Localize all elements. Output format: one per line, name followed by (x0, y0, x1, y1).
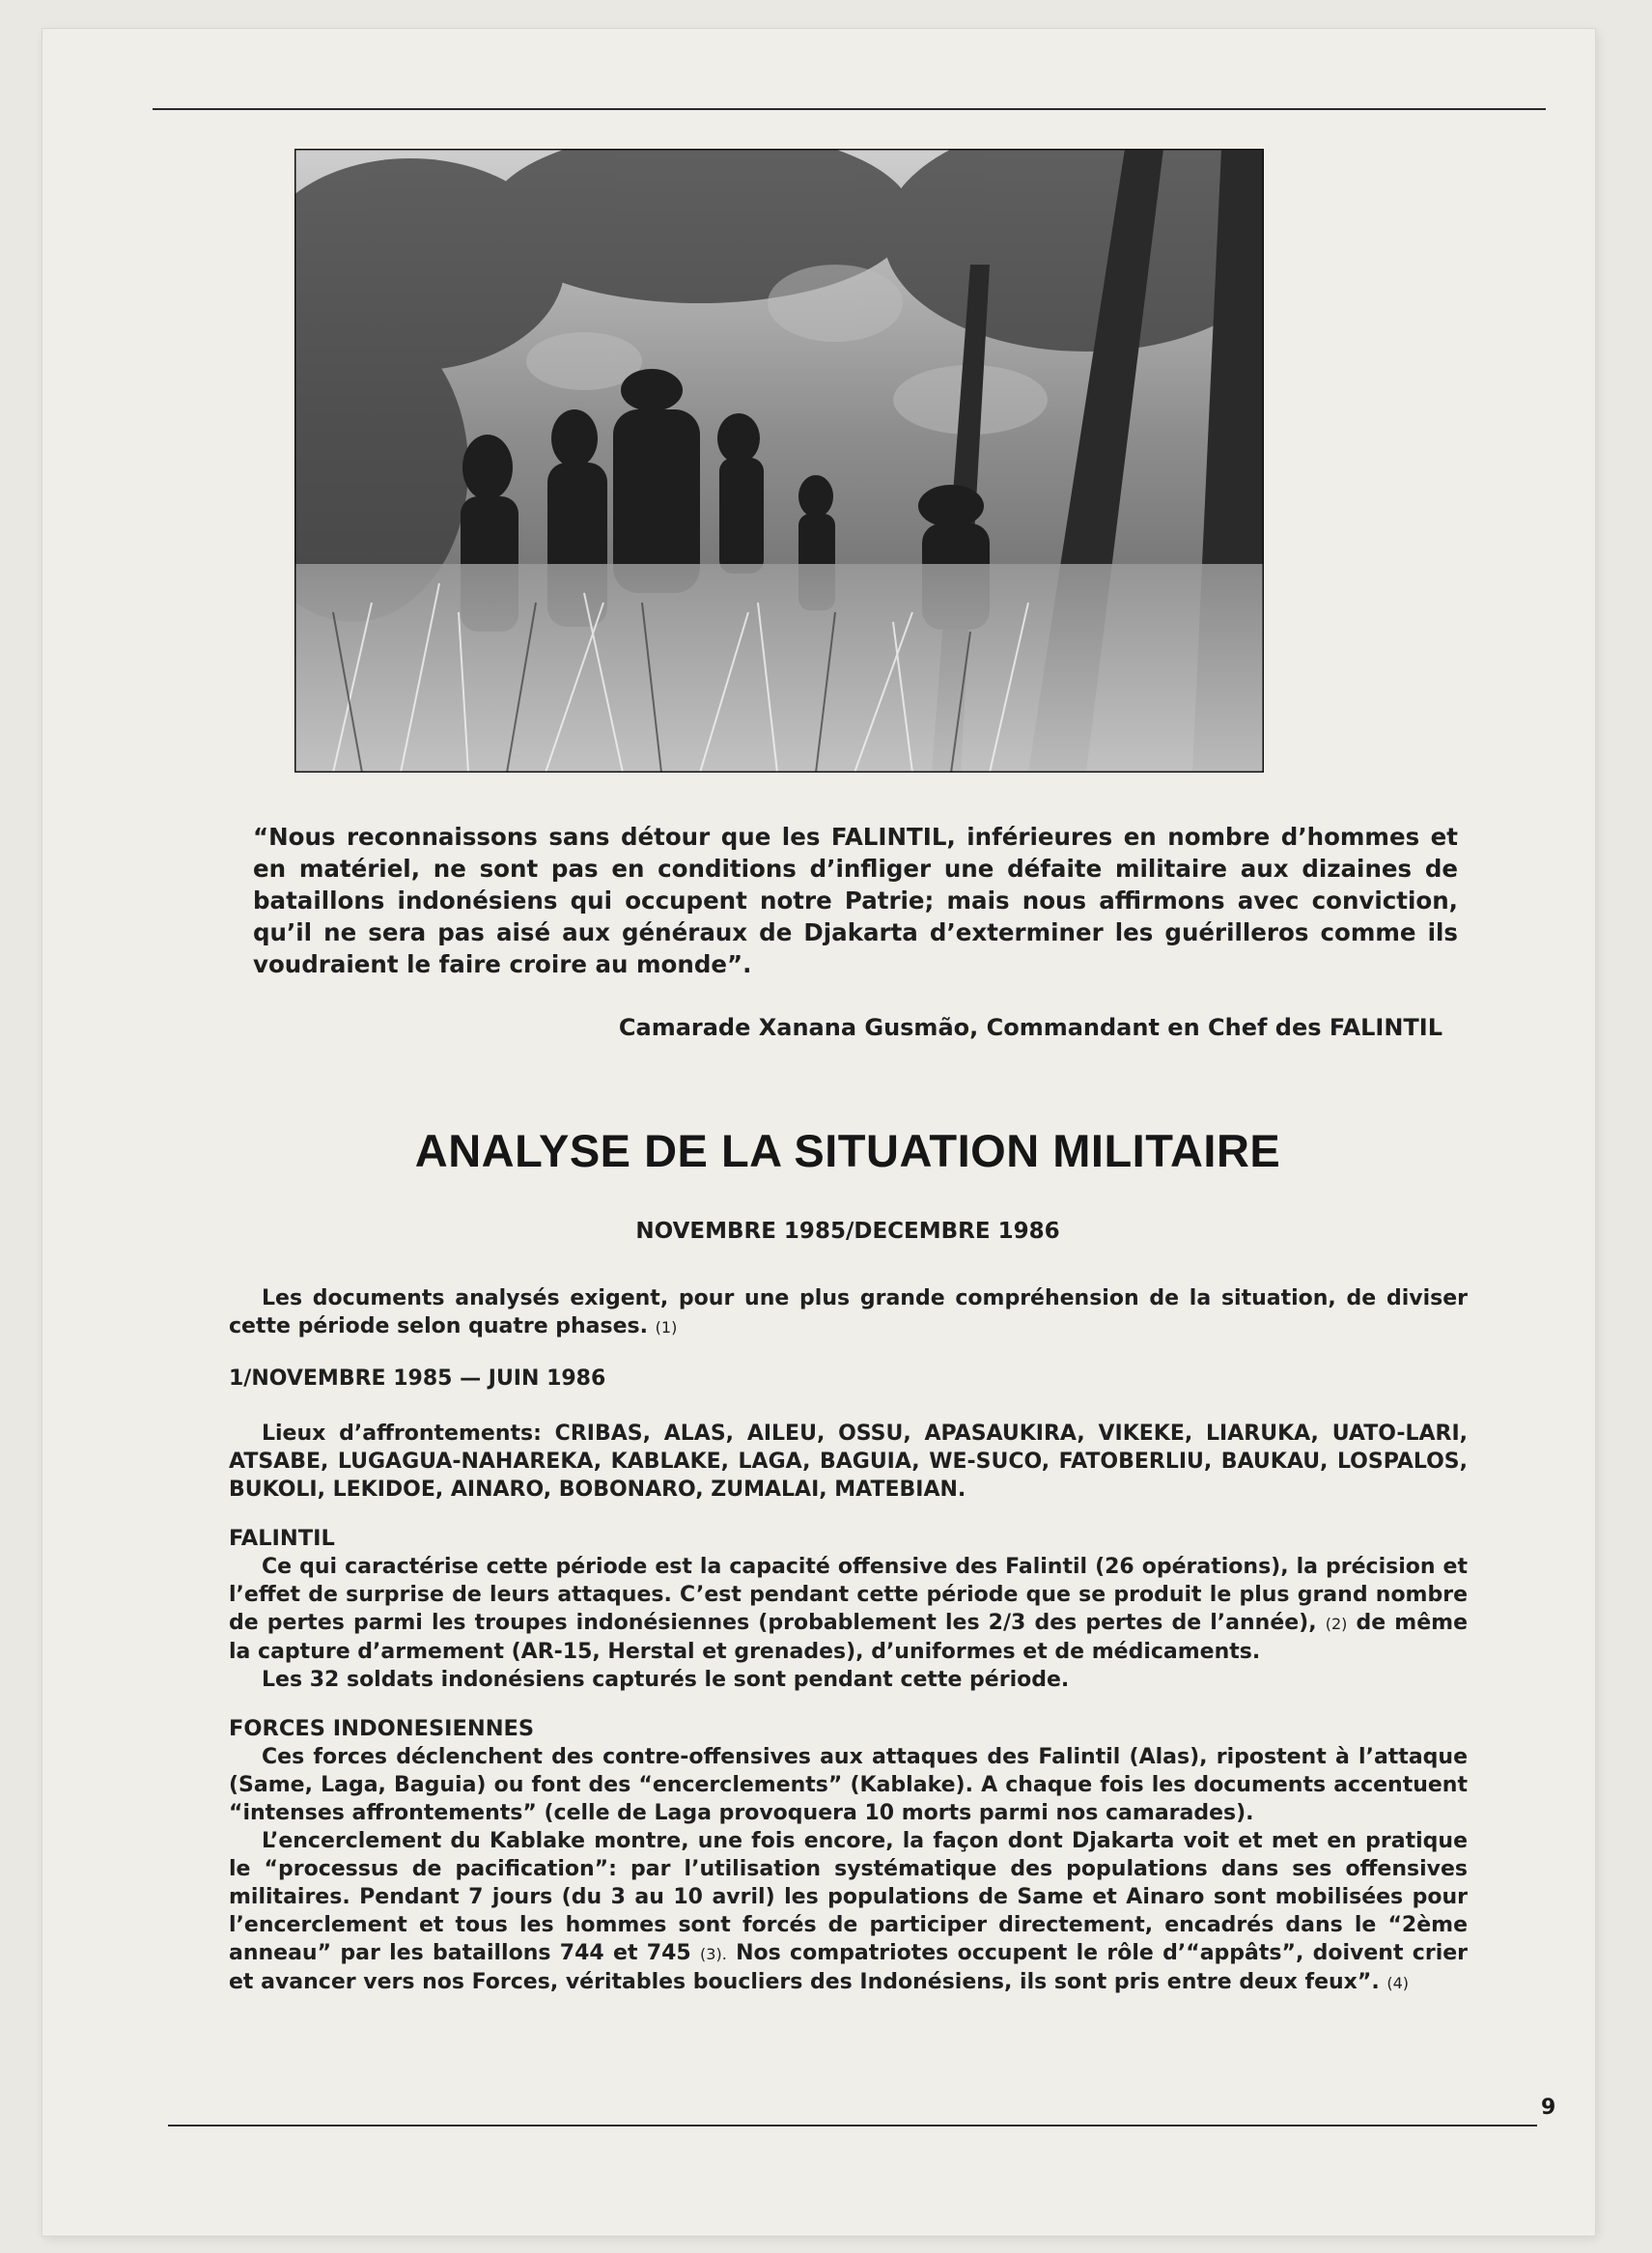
forces-paragraph-1: Ces forces déclenchent des contre-offensives aux attaques des Falintil (Alas), ripostent à l’attaque (Same, Laga, Baguia) ou font des “encerclements” (Kablake). A chaque fois les documents accentuent “intenses affrontements” (celle de Laga provoquera 10 morts parmi nos camarades). (229, 1745, 1468, 1825)
forces-text-a: L’encerclement du Kablake montre, une fois encore, la façon dont Djakarta voit et met en pratique le “processus de pacification”: par l’utilisation systématique des populations dans ses offensives militaires. Pendant 7 jours (du 3 au 10 avril) les populations de Same et Ainaro sont mobilisées pour l’encerclement et tous les hommes sont forcés de participer directement, encadrés dans le “2ème anneau” par les bataillons 744 et 745 (229, 1829, 1468, 1965)
footnote-ref-4: (4) (1386, 1974, 1410, 1992)
forces-paragraph-2 (229, 1827, 1468, 1997)
article-body (229, 1284, 1468, 1997)
lieux-paragraph: Lieux d’affrontements: CRIBAS, ALAS, AILEU, OSSU, APASAUKIRA, VIKEKE, LIARUKA, UATO-LARI, ATSABE, LUGAGUA-NAHAREKA, KABLAKE, LAGA, BAGUIA, WE-SUCO, FATOBERLIU, BAUKAU, LOSPALOS, BUKOLI, LEKIDOE, AINARO, BOBONARO, ZUMALAI, MATEBIAN. (229, 1422, 1468, 1502)
page-number: 9 (1541, 2096, 1556, 2120)
top-rule (153, 108, 1546, 110)
footnote-ref-1: (1) (655, 1318, 678, 1337)
forces-heading: FORCES INDONESIENNES (229, 1716, 535, 1741)
falintil-text-a: Ce qui caractérise cette période est la capacité offensive des Falintil (26 opérations), la précision et l’effet de surprise de leurs attaques. C’est pendant cette période que se produit le plus grand nombre de pertes parmi les troupes indonésiennes (probablement les 2/3 des pertes de l’année), (229, 1555, 1468, 1635)
falintil-paragraph-1 (229, 1553, 1468, 1666)
quote-text: “Nous reconnaissons sans détour que les FALINTIL, inférieures en nombre d’hommes et en matériel, ne sont pas en conditions d’infliger une défaite militaire aux dizaines de bataillons indonésiens qui occupent notre Patrie; mais nous affirmons avec conviction, qu’il ne sera pas aisé aux généraux de Djakarta d’exterminer les guérilleros comme ils voudraient le faire croire au monde”. (253, 823, 1458, 978)
phase-heading: 1/NOVEMBRE 1985 — JUIN 1986 (229, 1366, 606, 1391)
falintil-heading: FALINTIL (229, 1526, 335, 1551)
footnote-ref-2: (2) (1325, 1615, 1348, 1633)
photograph-soldiers-forest (294, 149, 1264, 773)
forces-text-b: Nos compatriotes occupent le rôle d’“appâts”, doivent crier et avancer vers nos Forces, véritables boucliers des Indonésiens, ils sont pris entre deux feux”. (229, 1941, 1468, 1994)
falintil-text-b: de même la capture d’armement (AR-15, Herstal et grenades), d’uniformes et de médicaments. (229, 1611, 1468, 1664)
article-title: ANALYSE DE LA SITUATION MILITAIRE (414, 1125, 1281, 1176)
bottom-rule (168, 2125, 1537, 2126)
intro-text: Les documents analysés exigent, pour une plus grande compréhension de la situation, de diviser cette période selon quatre phases. (229, 1286, 1468, 1338)
article-subtitle: NOVEMBRE 1985/DECEMBRE 1986 (635, 1219, 1060, 1244)
footnote-ref-3: (3). (700, 1945, 727, 1963)
intro-paragraph (229, 1284, 1468, 1341)
falintil-paragraph-2: Les 32 soldats indonésiens capturés le sont pendant cette période. (262, 1668, 1070, 1692)
pull-quote (253, 821, 1458, 980)
photo-illustration (294, 149, 1264, 773)
quote-attribution: Camarade Xanana Gusmão, Commandant en Chef des FALINTIL (618, 1014, 1442, 1041)
